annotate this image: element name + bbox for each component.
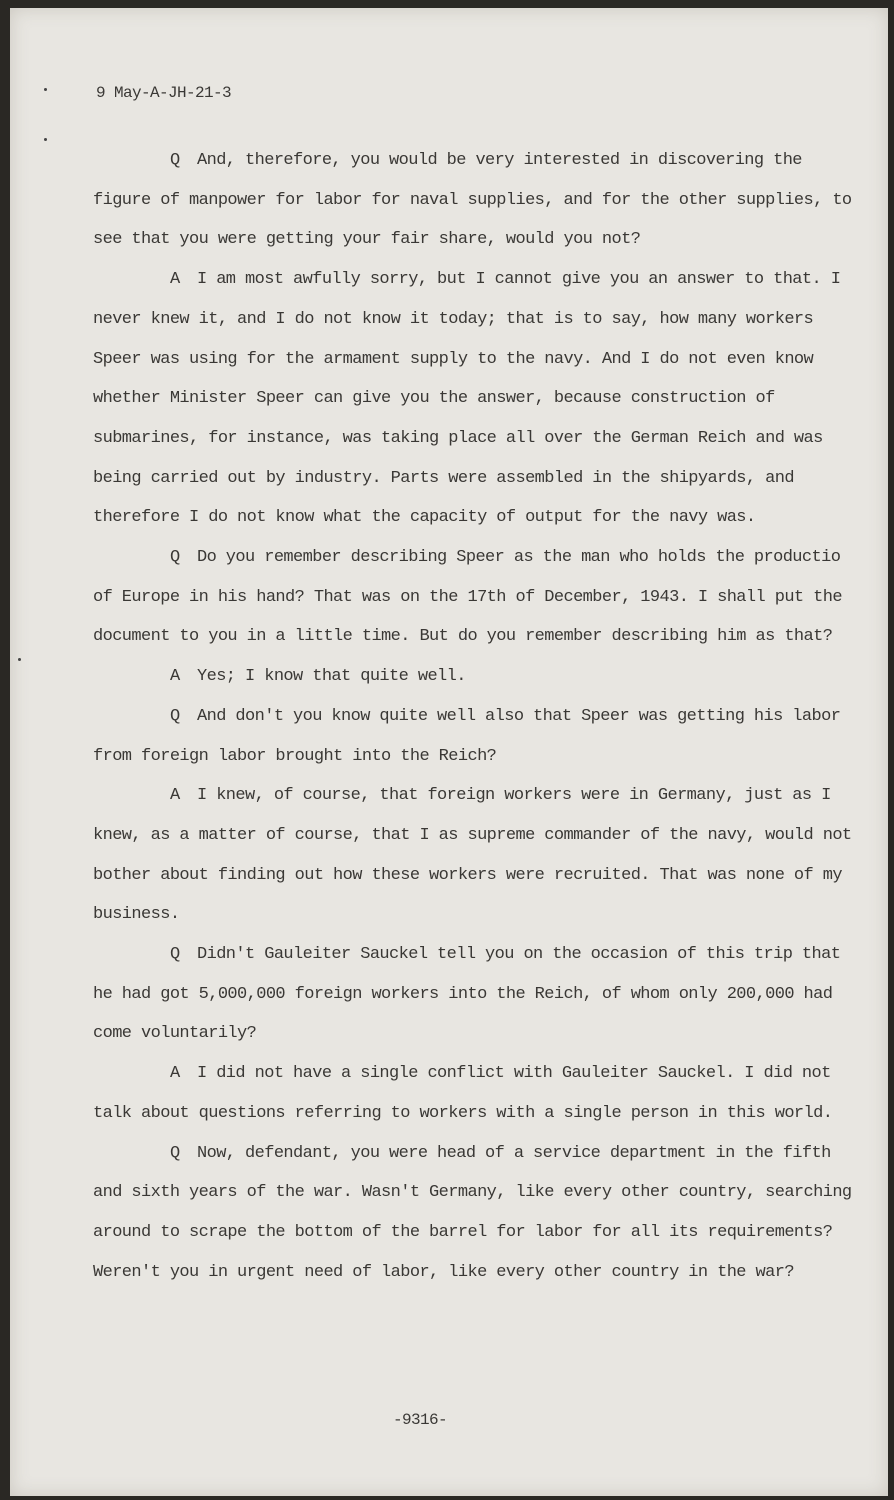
paragraph-text: And, therefore, you would be very interested in discovering the figure of manpower for labor for naval supplies, and for the other supplies, to see that you were getting your fair share, would you not? [93, 151, 852, 250]
transcript-paragraph [93, 935, 853, 1054]
header-reference: 9 May-A-JH-21-3 [96, 84, 232, 102]
document-page [10, 8, 888, 1496]
paragraph-text: I am most awfully sorry, but I cannot give you an answer to that. I never knew it, and I do not know it today; that is to say, how many workers Speer was using for the armament supply to the navy. And I do not even know whether Minister Speer can give you the answer, because construction of submarines, for instance, was taking place all over the German Reich and was being carried out by industry. Parts were assembled in the shipyards, and therefore I do not know what the capacity of output for the navy was. [93, 270, 841, 528]
transcript-paragraph [93, 776, 853, 935]
transcript-paragraph [93, 141, 853, 260]
speaker-label: Q [170, 151, 180, 170]
margin-mark [44, 138, 47, 141]
paragraph-text: Do you remember describing Speer as the man who holds the productio of Europe in his hand? That was on the 17th of December, 1943. I shall put the document to you in a little time. But do you remember describing him as that? [93, 548, 842, 647]
page-number: -9316- [392, 1411, 447, 1429]
paragraph-text: I knew, of course, that foreign workers were in Germany, just as I knew, as a matter of course, that I as supreme commander of the navy, would not bother about finding out how these workers were recruited. That was none of my business. [93, 786, 852, 925]
speaker-label: A [170, 1064, 180, 1084]
paragraph-text: Didn't Gauleiter Sauckel tell you on the occasion of this trip that he had got 5,000,000 foreign workers into the Reich, of whom only 200,000 had come voluntarily? [93, 945, 841, 1044]
speaker-label: Q [170, 706, 180, 726]
transcript-body [93, 141, 853, 1292]
transcript-paragraph [93, 1054, 853, 1133]
speaker-label: A [170, 786, 180, 806]
speaker-label: A [170, 270, 180, 290]
paragraph-text: And don't you know quite well also that Speer was getting his labor from foreign labor brought into the Reich? [93, 706, 841, 766]
transcript-paragraph [93, 697, 853, 776]
paragraph-text: Now, defendant, you were head of a service department in the fifth and sixth years of the war. Wasn't Germany, like every other country, searching around to scrape the bottom of the barrel for labor for all its requirements? Weren't you in urgent need of labor, like every other country in the war? [93, 1143, 852, 1282]
speaker-label: Q [170, 548, 180, 568]
speaker-label: A [170, 667, 180, 687]
margin-mark [18, 658, 21, 661]
transcript-paragraph [93, 538, 853, 657]
speaker-label: Q [170, 945, 180, 965]
transcript-paragraph [93, 1134, 853, 1293]
transcript-paragraph [93, 657, 853, 697]
margin-mark [44, 88, 47, 91]
transcript-paragraph [93, 260, 853, 538]
paragraph-text: Yes; I know that quite well. [197, 667, 466, 687]
paragraph-text: I did not have a single conflict with Gauleiter Sauckel. I did not talk about questions referring to workers with a single person in this world. [93, 1064, 833, 1123]
speaker-label: Q [170, 1143, 180, 1163]
